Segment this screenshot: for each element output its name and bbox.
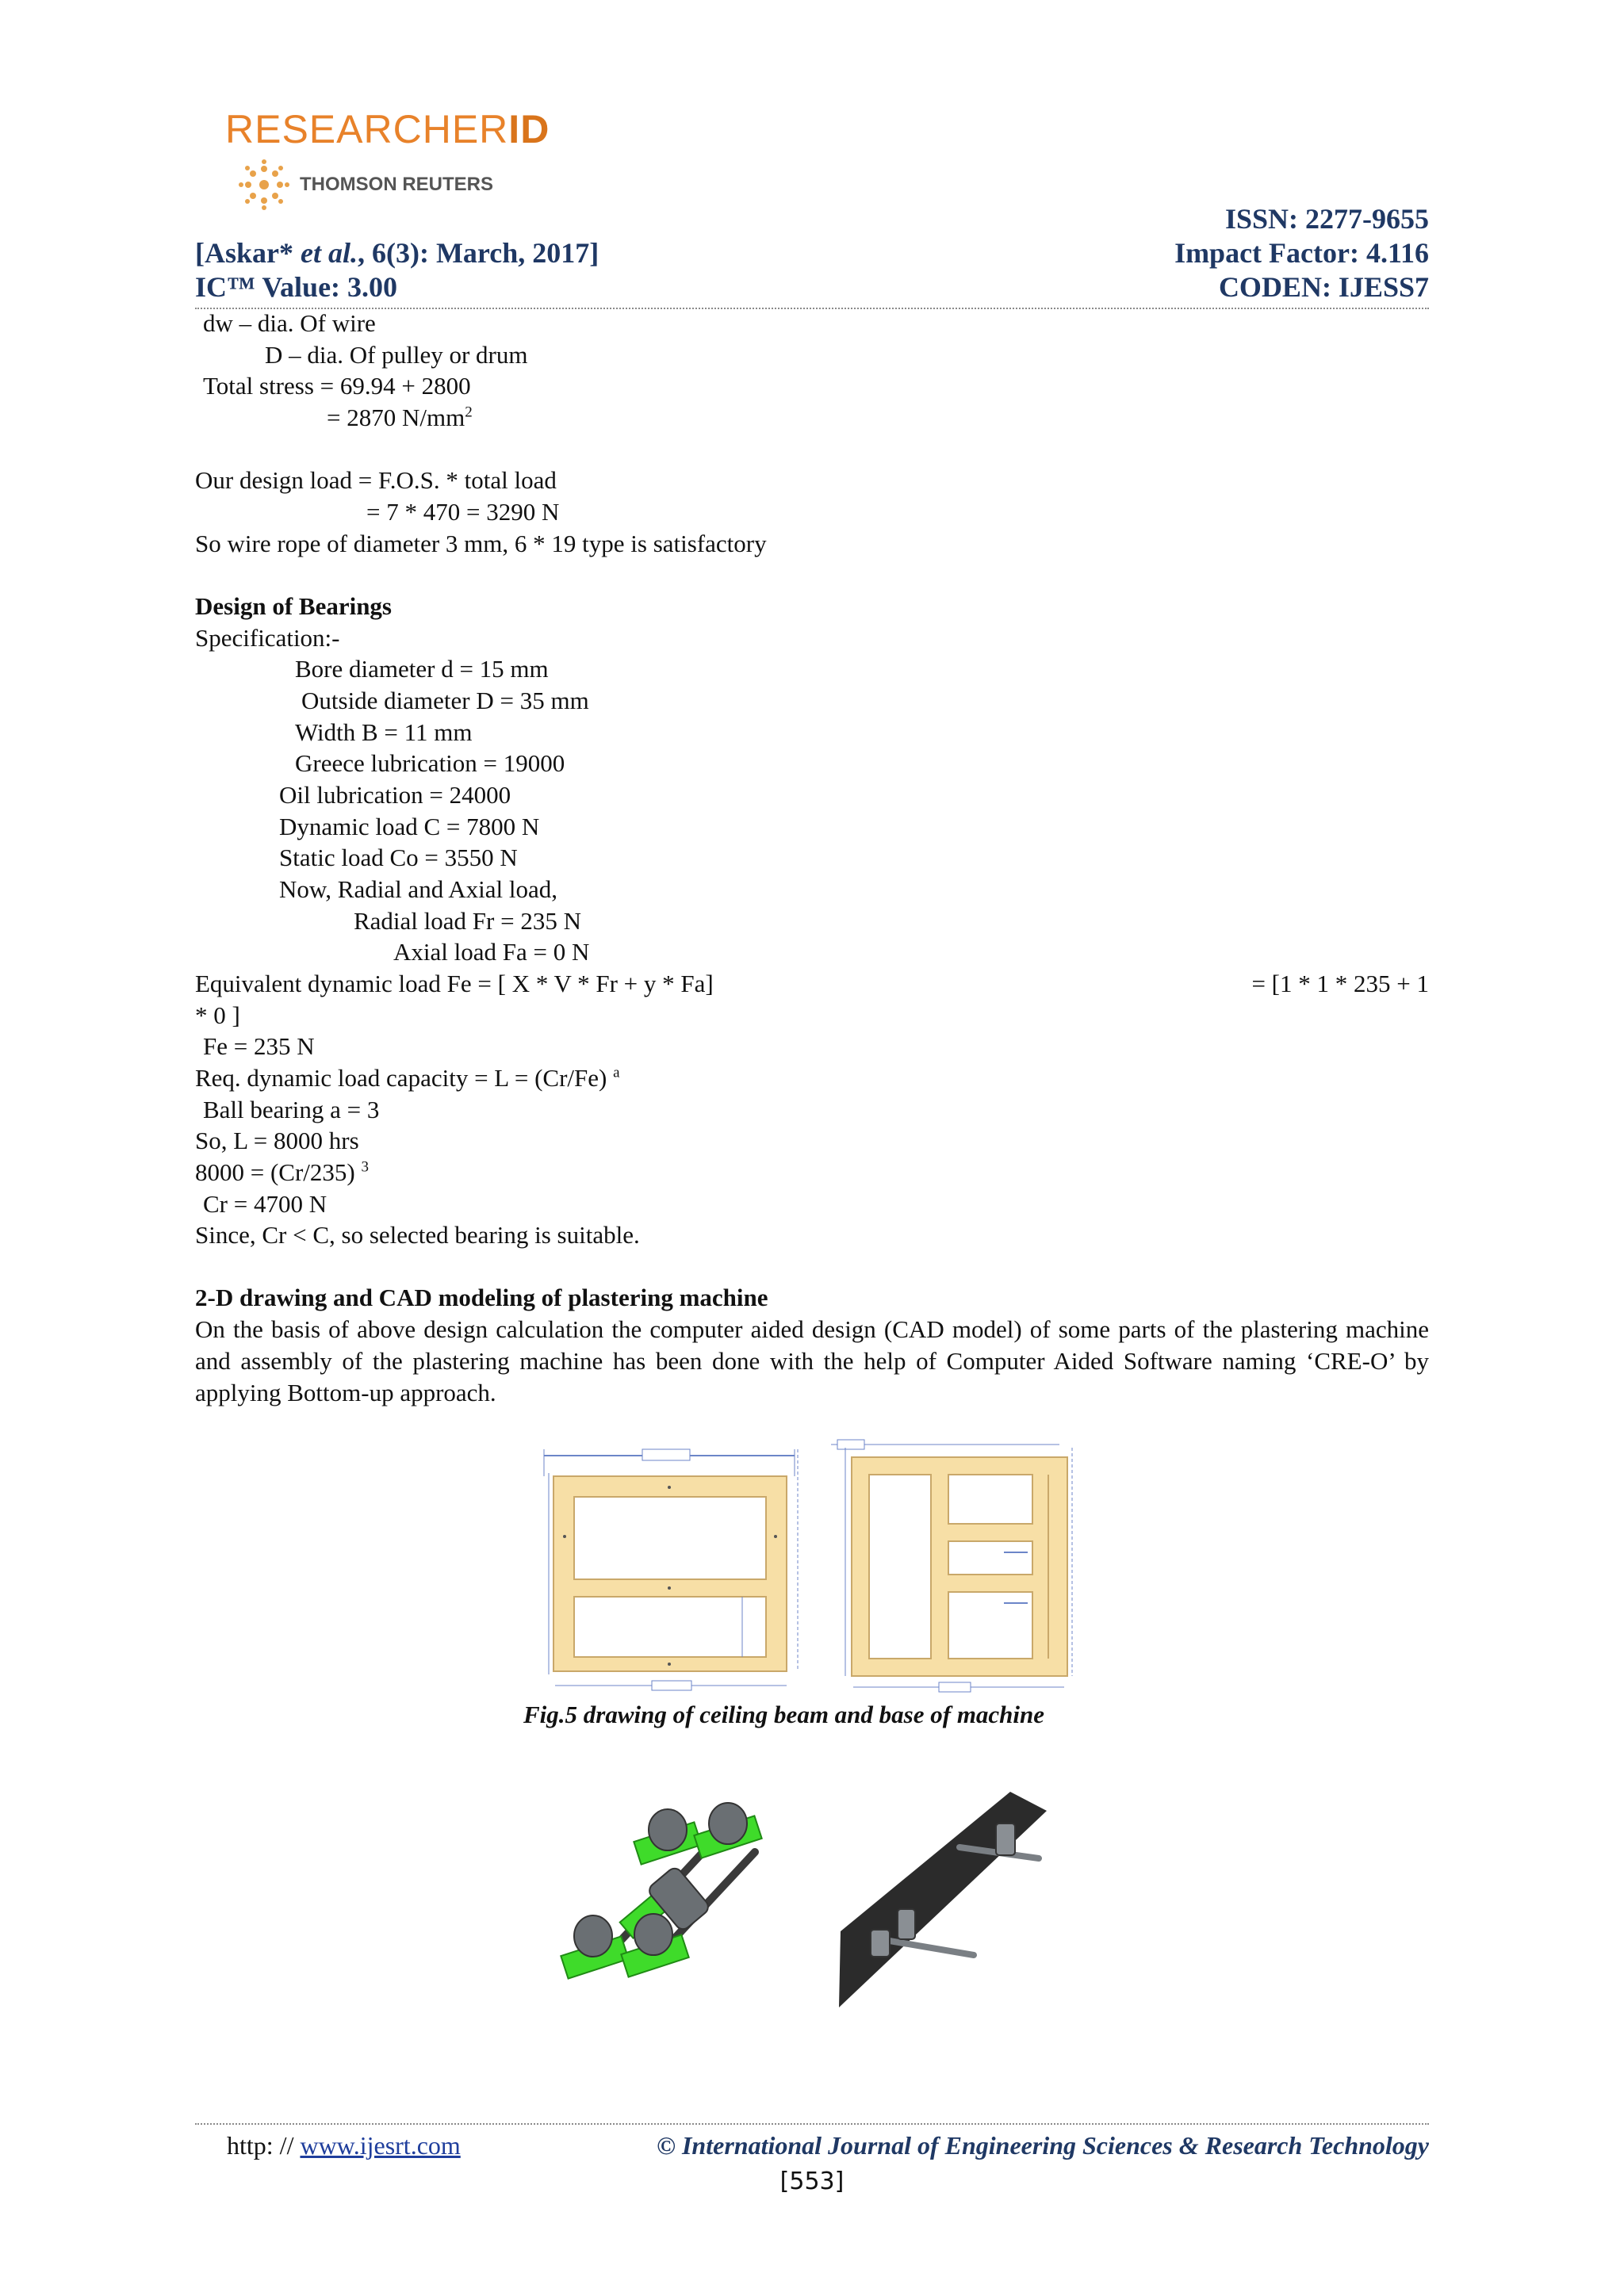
body-line: Bore diameter d = 15 mm <box>295 655 549 683</box>
body-line: = 7 * 470 = 3290 N <box>366 498 560 526</box>
body-line: Static load Co = 3550 N <box>279 844 518 871</box>
body-line: Oil lubrication = 24000 <box>279 781 511 809</box>
body-line: Total stress = 69.94 + 2800 <box>203 372 471 400</box>
body-line: So, L = 8000 hrs <box>195 1127 359 1154</box>
cad-paragraph: On the basis of above design calculation the computer aided design (CAD model) of some parts of the plastering machine and assembly of the plastering machine has been done with the help of Computer Aided Software naming ‘CRE-O’ by applying Bottom-up approach. <box>195 1315 1429 1406</box>
body-line: Axial load Fa = 0 N <box>393 938 590 966</box>
header-rule <box>195 308 1429 309</box>
body-line: * 0 ] <box>195 1001 240 1029</box>
body-line: Ball bearing a = 3 <box>203 1096 380 1123</box>
machine-base-drawing <box>822 1433 1094 1697</box>
body-line: D – dia. Of pulley or drum <box>265 341 528 369</box>
page-number: [553] <box>779 2168 845 2195</box>
ijesrt-link[interactable]: www.ijesrt.com <box>300 2131 461 2160</box>
ic-value: IC™ Value: 3.00 <box>195 271 398 303</box>
footer-journal: © International Journal of Engineering Sciences & Research Technology <box>657 2131 1429 2160</box>
body-line: = 2870 $N/mm^2$ <box>327 404 473 431</box>
body-line: Our design load = F.O.S. * total load <box>195 466 557 494</box>
impact-factor: Impact Factor: 4.116 <box>1174 237 1429 269</box>
body-line: So wire rope of diameter 3 mm, 6 * 19 type is satisfactory <box>195 530 767 557</box>
footer-url: http: // www.ijesrt.com <box>227 2131 461 2160</box>
body-line: Req. dynamic load capacity = L = (Cr/Fe) $^a$ <box>195 1064 620 1092</box>
body-line: Outside diameter D = 35 mm <box>301 687 589 714</box>
fig5-caption: Fig.5 drawing of ceiling beam and base of machine <box>523 1701 1045 1728</box>
body-line: Equivalent dynamic load Fe = [ X * V * Fr + y * Fa] <box>195 970 714 997</box>
body-line: Fe = 235 N <box>203 1032 315 1060</box>
body-line: Specification:- <box>195 624 340 652</box>
body-line: dw – dia. Of wire <box>203 309 376 337</box>
issn: ISSN: 2277-9655 <box>1224 203 1429 235</box>
ceiling-beam-drawing <box>533 1441 814 1693</box>
base-assembly-cad-model <box>541 1768 812 2020</box>
body-line: Greece lubrication = 19000 <box>295 749 565 777</box>
section-heading-bearings: Design of Bearings <box>195 592 392 620</box>
section-heading-cad: 2-D drawing and CAD modeling of plastering machine <box>195 1284 768 1311</box>
footer-rule <box>195 2123 1429 2125</box>
body-line: Now, Radial and Axial load, <box>279 875 557 903</box>
citation: [Askar* et al., 6(3): March, 2017] <box>195 237 599 269</box>
thomson-reuters-label: THOMSON REUTERS <box>300 174 494 195</box>
body-line: Cr = 4700 N <box>203 1190 327 1218</box>
thomson-reuters-emblem-icon <box>238 159 290 211</box>
body-line: Dynamic load C = 7800 N <box>279 813 540 840</box>
trowel-plate-cad-model <box>817 1760 1082 2022</box>
coden: CODEN: IJESS7 <box>1218 271 1429 303</box>
body-line: Since, Cr < C, so selected bearing is suitable. <box>195 1221 640 1249</box>
body-line: = [1 * 1 * 235 + 1 <box>1251 970 1429 997</box>
researcherid-logo: RESEARCHERID <box>225 107 550 151</box>
body-line: Width B = 11 mm <box>295 718 473 746</box>
body-line: 8000 = (Cr/235) $^3$ <box>195 1158 369 1186</box>
body-line: Radial load Fr = 235 N <box>354 907 581 935</box>
